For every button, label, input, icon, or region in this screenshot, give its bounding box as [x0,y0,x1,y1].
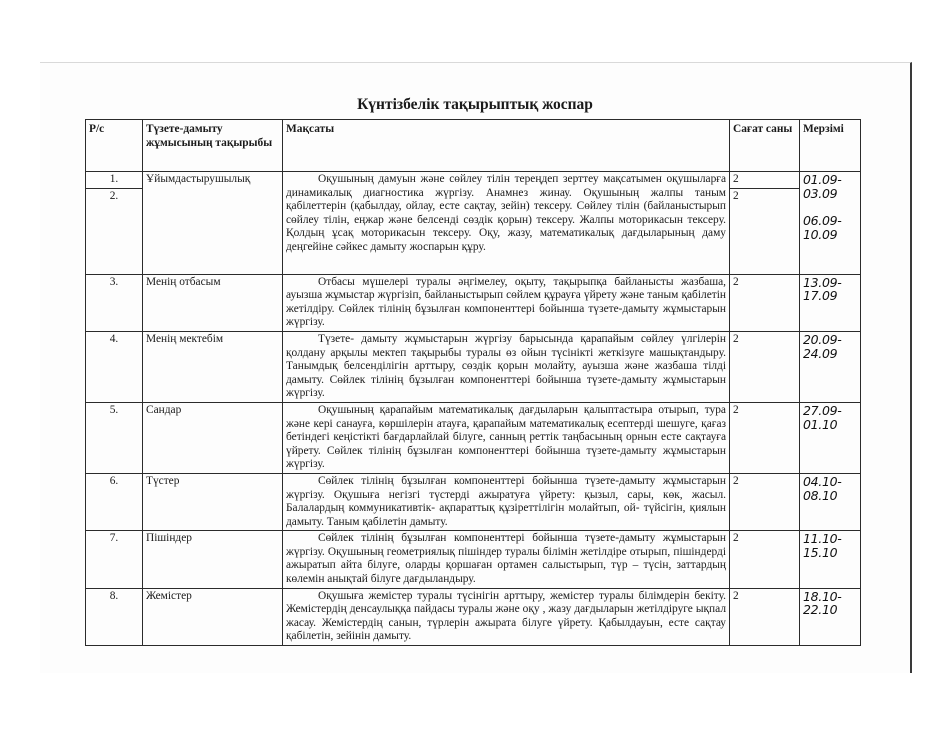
row-goal [283,473,730,530]
table-row [86,331,861,402]
handwritten-date: 01.09-03.09 [803,172,842,201]
row-goal [283,402,730,473]
table-row [86,274,861,331]
row-goal [283,531,730,588]
header-hours: Сағат саны [730,120,800,172]
handwritten-date: 18.10-22.10 [803,588,842,618]
handwritten-date: 06.09-10.09 [803,213,842,242]
row-goal-text: Сөйлек тілінің бұзылған компоненттері бойынша түзете-дамыту жұмыстарын жүргізу. Оқушыға негізгі түстерді ажыратуға үйрету: қызыл, сары, көк, жасыл. Балалардың коммуникативтік- ақпараттық құзіреттілігін молайтып, ой- түйсігін, қиялын дамыту. Таным қабілетін дамыту. [286,474,726,528]
row-date [800,588,861,645]
row-hours: 2 [730,473,800,530]
row-num: 6. [86,473,143,530]
row-topic: Менің отбасым [143,274,283,331]
row-hours: 2 [730,274,800,331]
handwritten-date: 04.10-08.10 [803,473,842,503]
row-hours: 2 [730,531,800,588]
row-date [800,473,861,530]
row-num: 1. [86,172,143,189]
row-topic: Ұйымдастырушылық [143,172,283,275]
table-row [86,172,861,189]
row-date [800,402,861,473]
row-date [800,531,861,588]
row-hours: 2 [730,588,800,645]
handwritten-date: 20.09-24.09 [803,331,842,361]
header-topic: Түзете-дамыту жұмысының тақырыбы [143,120,283,172]
row-date [800,172,861,275]
row-goal [283,588,730,645]
row-hours: 2 [730,402,800,473]
row-num: 8. [86,588,143,645]
row-goal-text: Түзете- дамыту жұмыстарын жүргізу барысында қарапайым сөйлеу үлгілерін қолдану арқылы мектеп тақырыбы туралы өз ойын түсінікті жеткізуге машықтандыру. Танымдық белсенділігін арттыру, сөздік қорын молайту, ауызша және жазбаша тілді дамыту. Сөйлек тілінің бұзылған компоненттері бойынша түзете-дамыту жұмыстарын жүргізу. [286,332,726,400]
row-goal-text: Отбасы мүшелері туралы әңгімелеу, оқыту, тақырыпқа байланысты жазбаша, ауызша жұмыстар жүргізіп, байланыстырып сөйлем құрауға үйрету және таным қабілетін жетілдіру. Сөйлек тілінің бұзылған компоненттері бойынша түзете-дамыту жұмыстарын жүргізу. [286,275,726,329]
row-goal-text: Сөйлек тілінің бұзылған компоненттері бойынша түзете-дамыту жұмыстарын жүргізу. Оқушының геометриялық пішіндер туралы білімін жетілдіре отырып, пішіндерді ажыратып айта білуге, оларды қоршаған ортамен салыстырып, түр – түсін, заттардың көлемін анықтай білуге дағдыландыру. [286,532,726,586]
row-goal [283,172,730,275]
page-title: Күнтізбелік тақырыптық жоспар [357,96,593,113]
row-topic: Жемістер [143,588,283,645]
table-row [86,402,861,473]
plan-table [85,119,861,646]
row-topic: Түстер [143,473,283,530]
row-goal-text: Оқушының қарапайым математикалық дағдыларын қалыптастыра отырып, тура және кері санауға, көршілерін атауға, қарапайым математикалық есептерді шешуге, қағаз бетіндегі кеңістікті бағдарлайлай білуге, санның реттік таңбасының орнын есте сақтауға үйрету. Сөйлек тілінің бұзылған компоненттері бойынша түзете-дамыту жұмыстарын жүргізу. [286,403,726,471]
handwritten-date: 13.09-17.09 [803,274,842,304]
table-row [86,473,861,530]
header-num: Р/с [86,120,143,172]
row-hours: 2 [730,188,800,274]
row-num: 4. [86,331,143,402]
header-date: Мерзімі [800,120,861,172]
row-topic: Сандар [143,402,283,473]
row-num: 5. [86,402,143,473]
row-hours: 2 [730,331,800,402]
handwritten-date: 11.10-15.10 [803,531,842,560]
row-date [800,274,861,331]
row-goal [283,274,730,331]
row-num: 3. [86,274,143,331]
handwritten-date: 27.09-01.10 [803,402,842,432]
header-goal: Мақсаты [283,120,730,172]
row-goal [283,331,730,402]
row-num: 2. [86,188,143,274]
row-num: 7. [86,531,143,588]
table-header-row [86,120,861,172]
table-row [86,531,861,588]
row-goal-text: Оқушының дамуын және сөйлеу тілін тереңдеп зерттеу мақсатымен оқушыларға динамикалық диагностика жүргізу. Анамнез жинау. Оқушының жалпы таным қабілеттерін (қабылдау, ойлау, есте сақтау, зейін) тексеру. Сөйлеу тілін (байланыстырып сөйлеу тілін, еңжар және белсенді сөздік қорын) тексеру. Жалпы моторикасын тексеру. Қолдың ұсақ моторикасын тексеру. Оқу, жазу, математикалық дағдыларының даму деңгейіне сәйкес дамыту жоспарын құру. [286,173,726,253]
row-date [800,331,861,402]
row-goal-text: Оқушыға жемістер туралы түсінігін арттыру, жемістер туралы білімдерін бекіту. Жемістердің денсаулыққа пайдасы туралы және оқу , жазу дағдыларын жетілдіруге ықпал жасау. Жемістердің санын, түрлерін ажырата білуге үйрету. Қабылдауын, есте сақтау қабілетін, зейінін дамыту. [286,589,726,643]
row-topic: Пішіндер [143,531,283,588]
row-topic: Менің мектебім [143,331,283,402]
row-hours: 2 [730,172,800,189]
table-row [86,588,861,645]
